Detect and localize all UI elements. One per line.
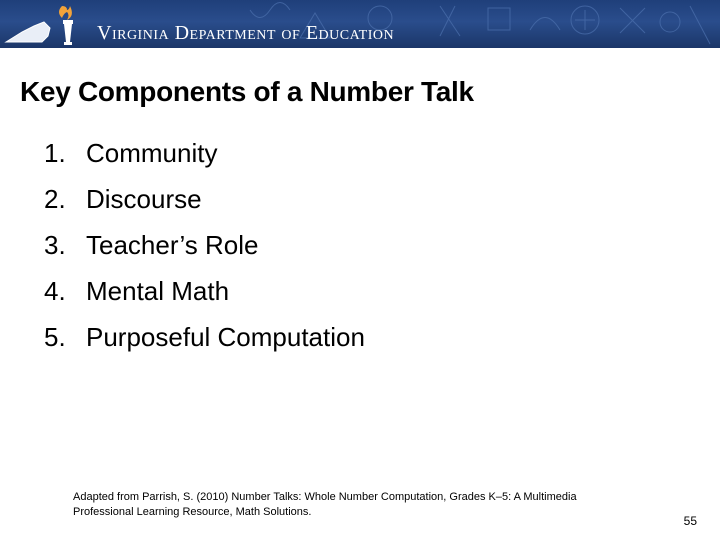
virginia-map-icon	[6, 22, 50, 42]
list-item-label: Discourse	[86, 183, 202, 214]
list-item-label: Mental Math	[86, 275, 230, 306]
list-item-label: Teacher’s Role	[86, 229, 259, 260]
citation: Adapted from Parrish, S. (2010) Number Talks: Whole Number Computation, Grades K–5: A Multimedia Professional Learning Resource, Math Solutions.	[73, 491, 577, 518]
components-list	[44, 130, 365, 360]
slide-title: Key Components of a Number Talk	[20, 76, 474, 107]
list-item	[44, 130, 365, 176]
list-item-label: Purposeful Computation	[86, 321, 365, 352]
header-banner	[0, 0, 720, 48]
banner-title: Virginia Department of Education	[97, 22, 395, 44]
list-item-label: Community	[86, 137, 218, 168]
page-number: 55	[683, 514, 697, 528]
list-item	[44, 314, 365, 360]
list-item-number: 1.	[44, 137, 66, 168]
list-item	[44, 176, 365, 222]
list-item-number: 4.	[44, 275, 66, 306]
list-item	[44, 222, 365, 268]
vdoe-logo	[4, 2, 94, 46]
list-item	[44, 268, 365, 314]
list-item-number: 2.	[44, 183, 66, 214]
list-item-number: 5.	[44, 321, 66, 352]
torch-icon	[59, 6, 73, 45]
list-item-number: 3.	[44, 229, 66, 260]
